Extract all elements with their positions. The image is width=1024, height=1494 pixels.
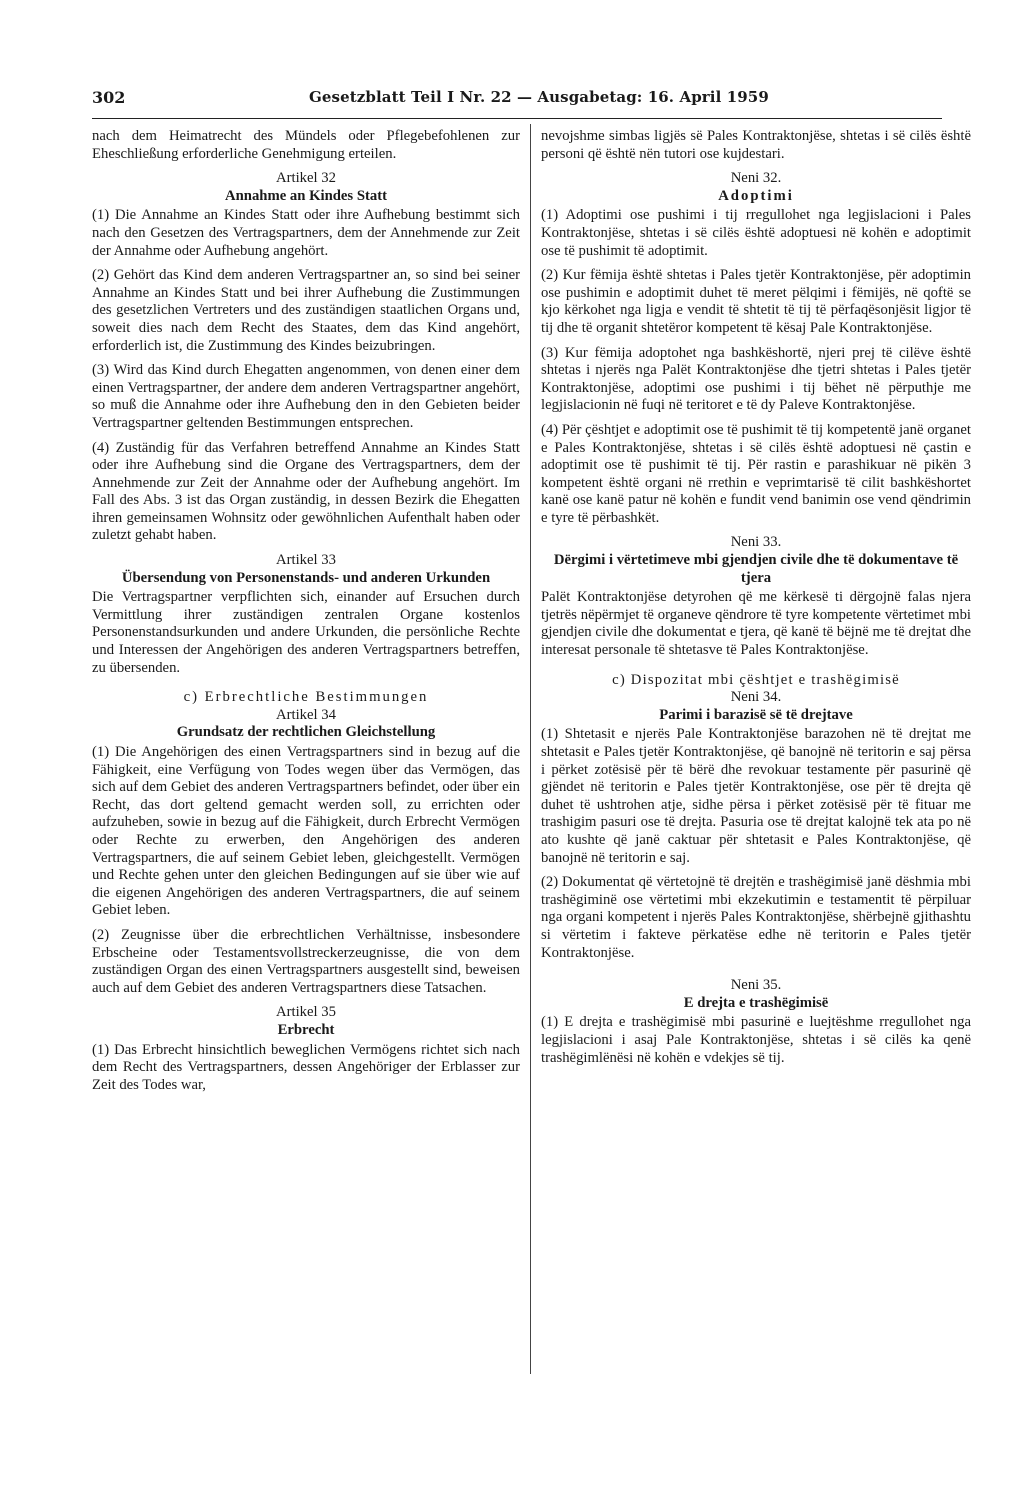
page-header <box>92 88 942 112</box>
neni-32-para-3: (3) Kur fëmija adoptohet nga bashkëshortë, njeri prej të cilëve është shtetas i njerës nga Palët Kontraktonjëse dhe tjetri shtetas i Pales tjetër Kontraktonjëse, adoptimi ose pushimi i tij bëhet në përputhje me legjislacionin në fuqi në teritoret e të dy Paleve Kontraktonjëse. <box>541 344 971 414</box>
article-32-para-2: (2) Gehört das Kind dem anderen Vertragspartner an, so sind bei seiner Annahme an Kindes Statt und bei ihrer Aufhebung die Zustimmungen des gesetzlichen Vertreters und des zuständigen staatlichen Organs und, soweit dies nach dem Recht des Staates, dem das Kind angehört, erforderlich ist, die Zustimmung des Kindes beizubringen. <box>92 267 520 354</box>
article-34-para-1: (1) Die Angehörigen des einen Vertragspartners sind in bezug auf die Fähigkeit, eine Verfügung von Todes wegen über das Vermögen, das sich auf dem Gebiet des anderen Vertragspartners befindet, oder über ein Recht, das dort geltend gemacht werden soll, zu errichten oder aufzuheben, sowie in bezug auf die Fähigkeit, durch Erbrecht Vermögen oder Rechte zu erwerben, den Angehörigen des anderen Vertragspartners, die auf seinem Gebiet leben, gleichgestellt. Vermögen und Rechte gehen unter den gleichen Bedingungen auf sie über wie auf die eigenen Angehörigen des anderen Vertragspartners, die auf seinem Gebiet leben. <box>92 744 520 919</box>
right-column <box>541 128 971 1067</box>
neni-35-para-1: (1) E drejta e trashëgimisë mbi pasurinë e luejtëshme rregullohet nga legjislacioni i asaj Pale Kontraktonjëse, shtetas i së cilës ka qenë trashëgimlënësi në kohën e vdekjes së tij. <box>541 1014 971 1066</box>
article-33-para-1: Die Vertragspartner verpflichten sich, einander auf Ersuchen durch Vermittlung ihrer zuständigen zentralen Organe kostenlos Personenstandsurkunden und andere Urkunden, die persönliche Rechte und Interessen der Angehörigen des anderen Vertragspartners betreffen, zu übersenden. <box>92 589 520 676</box>
neni-33-label: Neni 33. <box>730 534 782 551</box>
column-separator <box>530 124 531 1374</box>
neni-32-para-4: (4) Për çështjet e adoptimit ose të pushimit të tij kompetentë janë organet e Pales Kontraktonjëse, shtetas i së cilës është adoptuesi në çastin e adoptimit ose të pushimit të tij. Për rastin e parashikuar në pikën 3 kompetent është organi në rrethin e veprimtarisë të cilit bashkëshortet kanë ose kanë patur në kohën e fundit vend banimin ose vend qëndrimin e tyre të përbashkët. <box>541 421 971 526</box>
left-intro: nach dem Heimatrecht des Mündels oder Pflegebefohlenen zur Eheschließung erforderliche Genehmigung erteilen. <box>92 128 520 162</box>
neni-33-title: Dërgimi i vërtetimeve mbi gjendjen civile dhe të dokumentave të tjera <box>553 552 959 586</box>
neni-32-para-1: (1) Adoptimi ose pushimi i tij rregullohet nga legjislacioni i Pales Kontraktonjëse, shtetas i së cilës është adoptuesi në kohën e adoptimit ose të pushimit të adoptimit. <box>541 207 971 259</box>
neni-35-title: E drejta e trashëgimisë <box>683 994 829 1011</box>
article-35-para-1: (1) Das Erbrecht hinsichtlich beweglichen Vermögens richtet sich nach dem Recht des Vertragspartners, dessen Angehöriger der Erblasser zur Zeit des Todes war, <box>92 1041 520 1093</box>
neni-33-para-1: Palët Kontraktonjëse detyrohen që me kërkesë ti dërgojnë falas njera tjetrës nëpërmjet të organeve qëndrore të tyre kompetente vërtetimet mbi gjendjen civile dhe dokumentat e tjera, që kanë të bëjnë me të drejtat dhe interesat personale të shtetasve të Pales Kontraktonjëse. <box>541 589 971 659</box>
article-32-para-1: (1) Die Annahme an Kindes Statt oder ihre Aufhebung bestimmt sich nach den Gesetzen des Vertragspartners, dem der Annehmende zur Zeit der Annahme oder Aufhebung angehört. <box>92 207 520 259</box>
section-c-heading-al: c) Dispozitat mbi çështjet e trashëgimisë <box>612 671 900 688</box>
right-intro: nevojshme simbas ligjës së Pales Kontraktonjëse, shtetas i së cilës është personi që është nën tutori ose kujdestari. <box>541 128 971 162</box>
article-34-label: Artikel 34 <box>276 706 336 723</box>
neni-34-para-2: (2) Dokumentat që vërtetojnë të drejtën e trashëgimisë janë dëshmia mbi trashëgiminë ose vërtetimi mbi ekzekutimin e testamentit të përpiluar nga organi kompetent i njerës Pales Kontraktonjëse, shërbejnë gjithashtu si vërtetim i fakteve përkatëse edhe në teritorin e Pales tjetër Kontraktonjëse. <box>541 874 971 961</box>
neni-34-label: Neni 34. <box>730 689 782 706</box>
header-rule <box>92 118 942 119</box>
page-number: 302 <box>92 88 126 107</box>
article-33-label: Artikel 33 <box>276 552 336 569</box>
section-c-heading: c) Erbrechtliche Bestimmungen <box>183 689 429 706</box>
article-34-para-2: (2) Zeugnisse über die erbrechtlichen Verhältnisse, insbesondere Erbscheine oder Testamentsvollstreckerzeugnisse, die von dem zuständigen Organ des einen Vertragspartners ausgestellt sind, beweisen auch auf dem Gebiet des anderen Vertragspartners diese Tatsachen. <box>92 926 520 996</box>
article-35-title: Erbrecht <box>277 1021 335 1038</box>
article-34-title: Grundsatz der rechtlichen Gleichstellung <box>176 724 436 741</box>
article-32-para-4: (4) Zuständig für das Verfahren betreffend Annahme an Kindes Statt oder ihre Aufhebung sind die Organe des Vertragspartners, dem der Annehmende zur Zeit der Annahme oder der Aufhebung angehört. Im Fall des Abs. 3 ist das Organ zuständig, in dessen Bezirk die Ehegatten ihren gemeinsamen Wohnsitz oder gewöhnlichen Aufenthalt haben oder zuletzt gehabt haben. <box>92 439 520 544</box>
neni-34-title: Parimi i barazisë së të drejtave <box>659 706 853 723</box>
neni-32-para-2: (2) Kur fëmija është shtetas i Pales tjetër Kontraktonjëse, për adoptimin ose pushimin e adoptimit duhet të meret pëlqimi i fëmijës, në qoftë se kjo kërkohet nga ligja e vendit të shtetit të tij të përfaqësonjësit ligjor të tij dhe të organit shtetëror kompetent të kësaj Pale Kontraktonjëse. <box>541 267 971 336</box>
article-33-title: Übersendung von Personenstands- und anderen Urkunden <box>121 569 491 586</box>
neni-35-label: Neni 35. <box>730 977 782 994</box>
neni-32-title: Adoptimi <box>718 187 794 204</box>
header-title: Gesetzblatt Teil I Nr. 22 — Ausgabetag: 16. April 1959 <box>309 88 769 106</box>
neni-32-label: Neni 32. <box>730 170 782 187</box>
article-35-label: Artikel 35 <box>276 1004 336 1021</box>
neni-34-para-1: (1) Shtetasit e njerës Pale Kontraktonjëse barazohen në të drejtat me shtetasit e Pales tjetër Kontraktonjëse, që banojnë në teritorin e saj përsa i përket zotësisë për të bërë dhe revokuar testamente për pasurinë që gjëndet në teritorin e Pales tjetër Kontraktonjëse, ose për të drejta që duhet të ushtrohen atje, sidhe përsa i përket zotësisë për të fituar me trashigim pasuri ose të drejta. Pasuria ose të drejtat kalojnë tek ata po në ato kushte që janë caktuar për shtetasit e Pales Kontraktonjëse, që banojnë në teritorin e saj. <box>541 726 971 866</box>
article-32-title: Annahme an Kindes Statt <box>225 187 387 204</box>
article-32-label: Artikel 32 <box>276 170 336 187</box>
article-32-para-3: (3) Wird das Kind durch Ehegatten angenommen, von denen einer dem einen Vertragspartner, der andere dem anderen Vertragspartner angehört, so muß die Annahme oder ihre Aufhebung den in den Gebieten beider Vertragspartner geltenden Bestimmungen entsprechen. <box>92 362 520 431</box>
left-column <box>92 128 520 1094</box>
